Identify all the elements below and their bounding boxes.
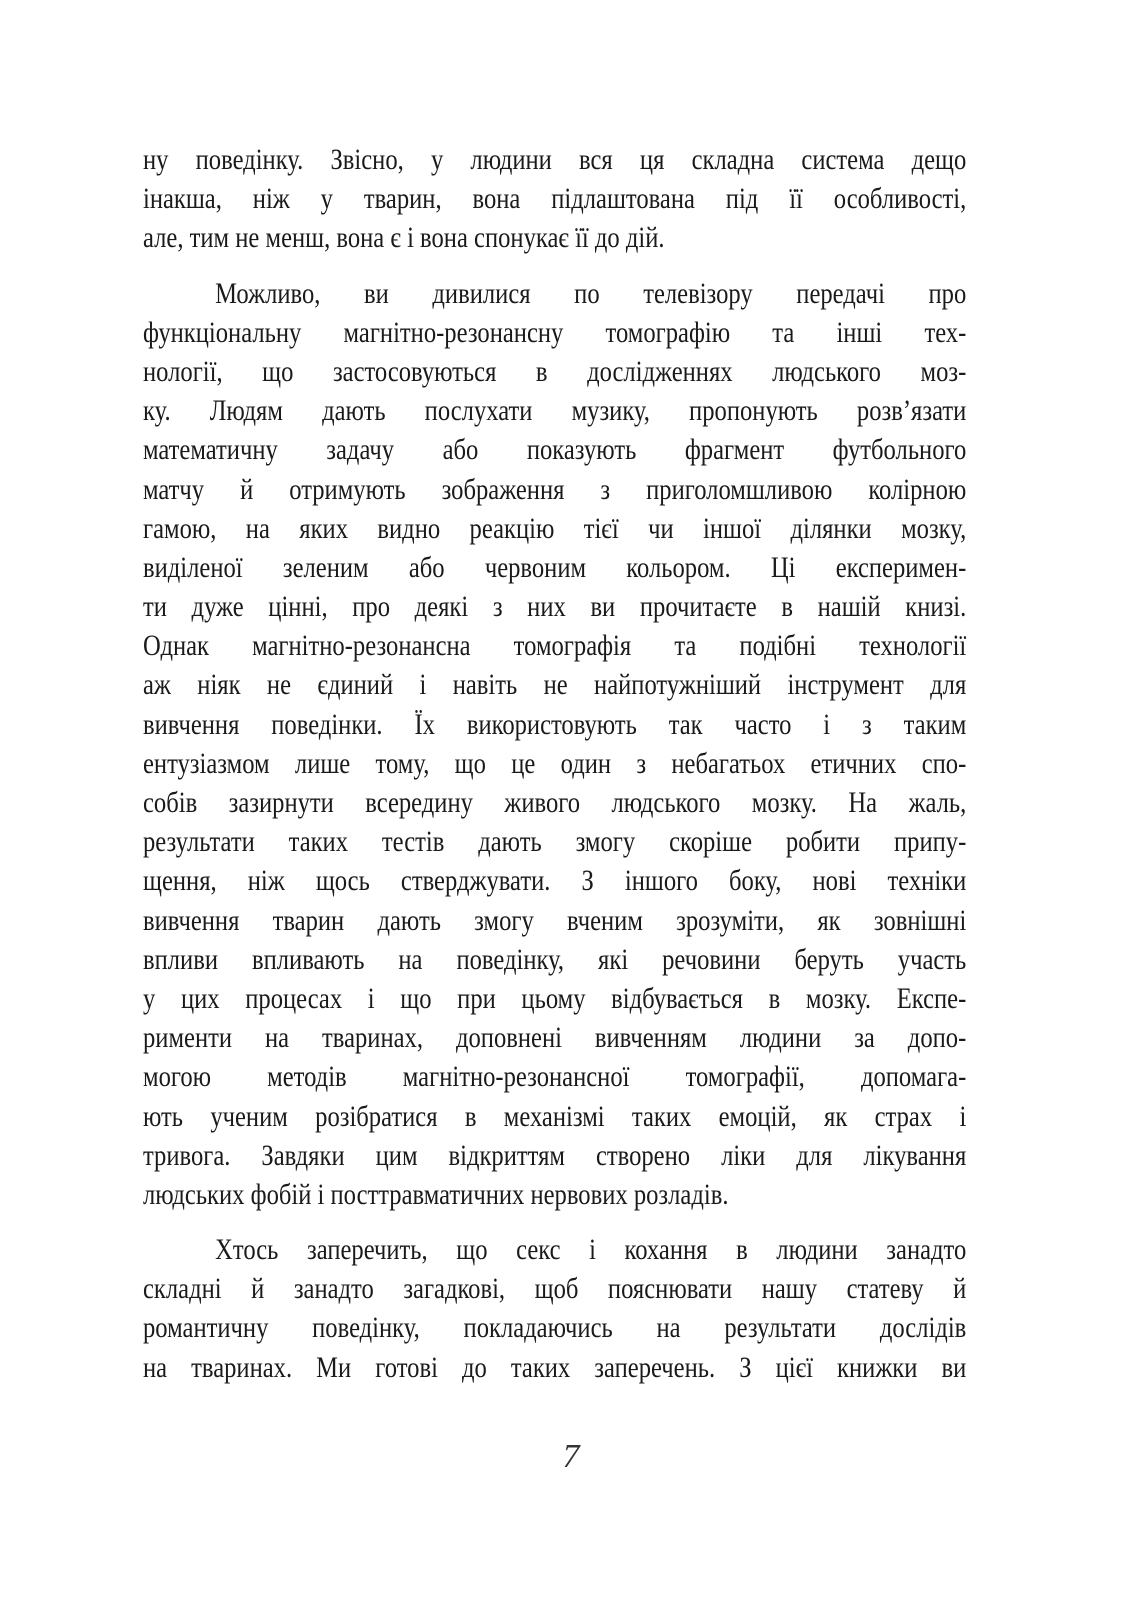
text-line: складні й занадто загадкові, щоб пояснювати нашу статеву й xyxy=(143,1272,967,1306)
page-number: 7 xyxy=(562,1438,580,1475)
text-line: ентузіазмом лише тому, що це один з небагатьох етичних спо- xyxy=(143,746,967,780)
text-line: Хтось заперечить, що секс і кохання в людини занадто xyxy=(215,1233,967,1267)
text-line: щення, ніж щось стверджувати. З іншого боку, нові техніки xyxy=(143,864,967,898)
text-line: результати таких тестів дають змогу скоріше робити припу- xyxy=(143,825,967,859)
text-line: людських фобій і посттравматичних нервових розладів. xyxy=(143,1177,729,1211)
text-line: ти дуже цінні, про деякі з них ви прочитаєте в нашій книзі. xyxy=(143,590,967,624)
body-text xyxy=(143,140,966,1403)
text-line: романтичну поведінку, покладаючись на результати дослідів xyxy=(143,1311,967,1345)
text-line: але, тим не менш, вона є і вона спонукає її до дій. xyxy=(143,221,665,255)
paragraph xyxy=(143,1230,966,1387)
text-line: ну поведінку. Звісно, у людини вся ця складна система дещо xyxy=(143,143,967,176)
text-line: рименти на тваринах, доповнені вивченням людини за допо- xyxy=(143,1021,967,1055)
text-line: Однак магнітно-резонансна томографія та подібні технології xyxy=(143,629,967,663)
text-line: собів зазирнути всередину живого людського мозку. На жаль, xyxy=(143,786,967,819)
text-line: матчу й отримують зображення з приголомшливою колірною xyxy=(143,472,967,506)
text-line: інакша, ніж у тварин, вона підлаштована під її особливості, xyxy=(143,182,967,216)
text-line: гамою, на яких видно реакцію тієї чи іншої ділянки мозку, xyxy=(143,511,967,545)
paragraph xyxy=(143,274,966,1215)
text-line: на тваринах. Ми готові до таких заперечень. З цієї книжки ви xyxy=(143,1350,967,1384)
text-line: нології, що застосовуються в дослідженнях людського моз- xyxy=(143,354,967,388)
text-line: ку. Людям дають послухати музику, пропонують розв’язати xyxy=(143,394,967,428)
text-line: функціональну магнітно-резонансну томографію та інші тех- xyxy=(143,315,967,349)
text-line: аж ніяк не єдиний і навіть не найпотужніший інструмент для xyxy=(143,668,967,702)
text-line: Можливо, ви дивилися по телевізору передачі про xyxy=(215,276,967,310)
text-line: ють ученим розібратися в механізмі таких емоцій, як страх і xyxy=(143,1099,967,1133)
text-line: тривога. Завдяки цим відкриттям створено ліки для лікування xyxy=(143,1138,967,1172)
text-line: у цих процесах і що при цьому відбувається в мозку. Експе- xyxy=(143,981,967,1015)
text-line: впливи впливають на поведінку, які речовини беруть участь xyxy=(143,942,967,976)
text-line: вивчення тварин дають змогу вченим зрозуміти, як зовнішні xyxy=(143,903,967,937)
paragraph xyxy=(143,140,966,258)
text-line: виділеної зеленим або червоним кольором. Ці експеримен- xyxy=(143,550,967,584)
text-line: математичну задачу або показують фрагмент футбольного xyxy=(143,433,967,467)
text-line: могою методів магнітно-резонансної томографії, допомага- xyxy=(143,1060,967,1094)
text-line: вивчення поведінки. Їх використовують так часто і з таким xyxy=(143,707,967,741)
